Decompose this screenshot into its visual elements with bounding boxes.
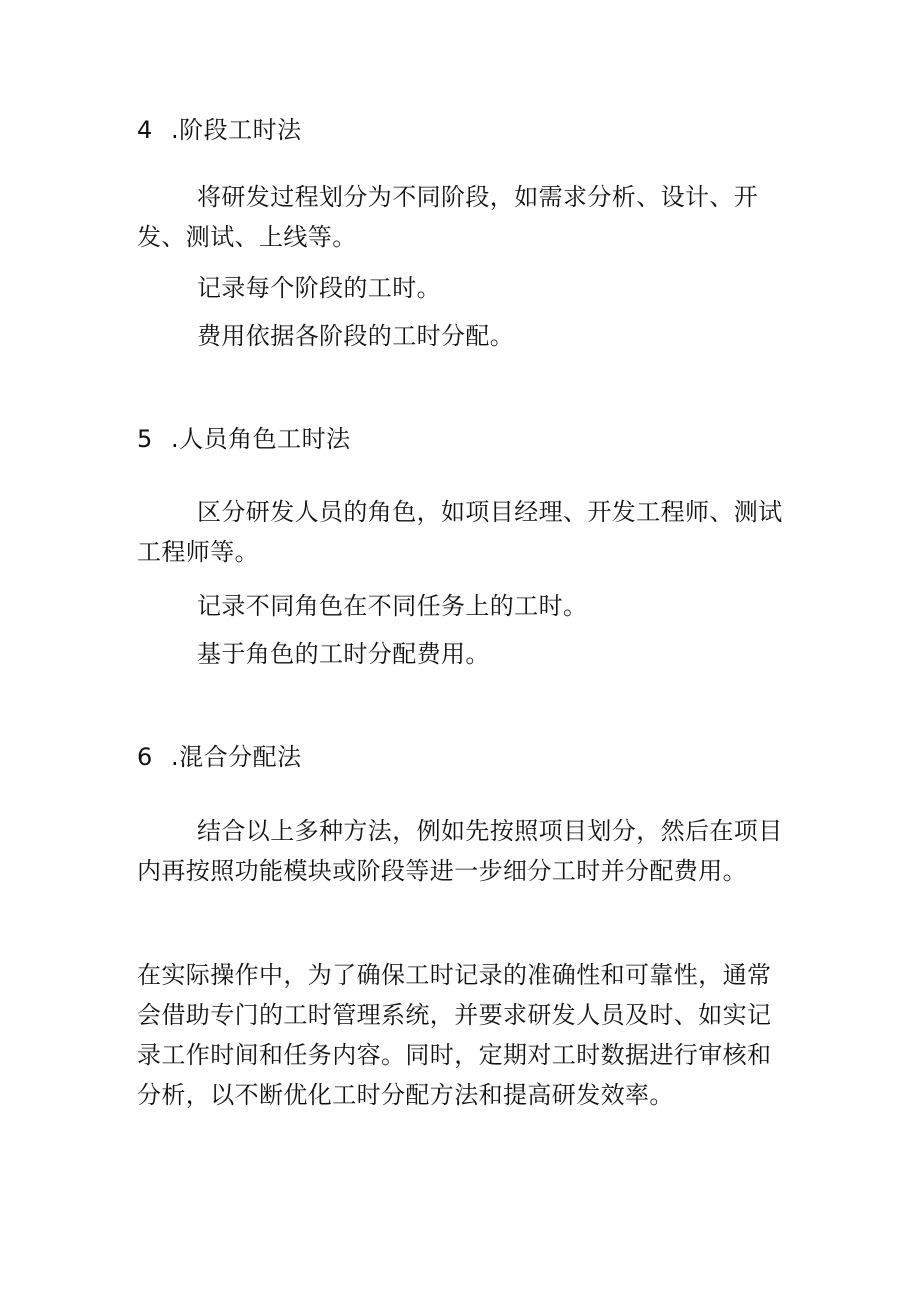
section-4-line-1: 记录每个阶段的工时。 bbox=[197, 274, 441, 302]
section-5-line-2: 基于角色的工时分配费用。 bbox=[197, 640, 490, 668]
section-number: 6 bbox=[137, 743, 153, 771]
section-6-paragraph: 结合以上多种方法，例如先按照项目划分，然后在项目内再按照功能模块或阶段等进一步细分工时并分配费用。 bbox=[137, 817, 783, 885]
section-4-heading bbox=[137, 115, 302, 145]
section-title: .人员角色工时法 bbox=[171, 425, 351, 453]
section-4-paragraph: 将研发过程划分为不同阶段，如需求分析、设计、开发、测试、上线等。 bbox=[137, 183, 759, 251]
section-5-paragraph: 区分研发人员的角色，如项目经理、开发工程师、测试工程师等。 bbox=[137, 498, 783, 566]
section-5-heading bbox=[137, 424, 351, 454]
section-6-heading bbox=[137, 742, 302, 772]
section-4-line-2: 费用依据各阶段的工时分配。 bbox=[197, 322, 515, 350]
section-title: .阶段工时法 bbox=[171, 116, 302, 144]
section-number: 5 bbox=[137, 425, 153, 453]
closing-paragraph: 在实际操作中，为了确保工时记录的准确性和可靠性，通常会借助专门的工时管理系统，并要求研发人员及时、如实记录工作时间和任务内容。同时，定期对工时数据进行审核和分析，以不断优化工时分配方法和提高研发效率。 bbox=[137, 961, 772, 1109]
section-title: .混合分配法 bbox=[171, 743, 302, 771]
section-number: 4 bbox=[137, 116, 153, 144]
section-5-line-1: 记录不同角色在不同任务上的工时。 bbox=[197, 592, 588, 620]
